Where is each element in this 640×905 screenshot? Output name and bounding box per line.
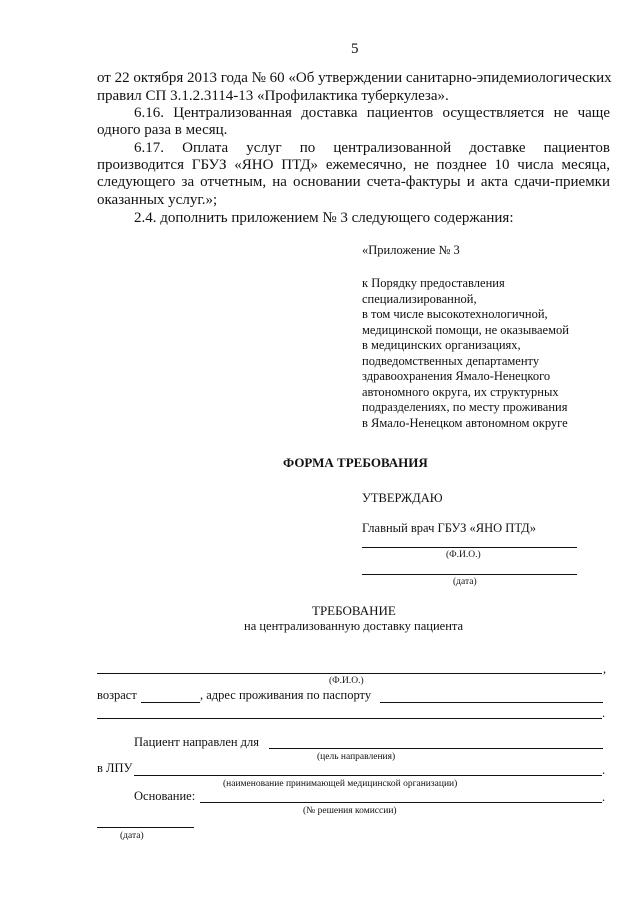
body-line-4: одного раза в месяц. — [97, 122, 228, 138]
body-line-1: от 22 октября 2013 года № 60 «Об утверждении санитарно-эпидемиологических — [97, 70, 612, 86]
approve-position: Главный врач ГБУЗ «ЯНО ПТД» — [362, 521, 536, 535]
appendix-line: подразделениях, по месту проживания — [362, 400, 568, 414]
body-line-8: оказанных услуг.»; — [97, 192, 218, 208]
body-line-6: производится ГБУЗ «ЯНО ПТД» ежемесячно, не позднее 10 числа месяца, — [97, 157, 610, 173]
appendix-line: подведомственных департаменту — [362, 353, 540, 368]
appendix-line: специализированной, — [362, 291, 477, 306]
appendix-line: в Ямало-Ненецком автономном округе — [362, 415, 568, 430]
purpose-input-line[interactable] — [269, 748, 603, 749]
patient-fio-comma: , — [603, 662, 607, 676]
body-line-5: 6.17. Оплата услуг по централизованной доставке пациентов — [134, 140, 610, 156]
decision-caption: (№ решения комиссии) — [303, 806, 397, 816]
approve-date-caption: (дата) — [453, 577, 477, 587]
request-title: ТРЕБОВАНИЕ — [312, 603, 396, 618]
appendix-line: к Порядку предоставления — [362, 276, 505, 290]
appendix-line: медицинской помощи, не оказываемой — [362, 322, 569, 337]
form-title: ФОРМА ТРЕБОВАНИЯ — [283, 455, 428, 470]
lpu-label: в ЛПУ — [97, 761, 133, 775]
address-label: , адрес проживания по паспорту — [200, 688, 372, 702]
date-input-line[interactable] — [97, 827, 194, 828]
request-subtitle: на централизованную доставку пациента — [244, 619, 464, 633]
directed-label: Пациент направлен для — [134, 735, 260, 749]
body-line-7: следующего за отчетным, на основании счета-фактуры и акта сдачи-приемки — [97, 174, 610, 190]
purpose-caption: (цель направления) — [317, 752, 396, 762]
lpu-input-line[interactable] — [134, 775, 602, 776]
appendix-line: автономного округа, их структурных — [362, 384, 559, 399]
approve-date-line — [362, 574, 577, 575]
appendix-title: «Приложение № 3 — [362, 243, 460, 257]
basis-label: Основание: — [134, 789, 196, 803]
appendix-line: в медицинских организациях, — [362, 338, 521, 352]
approve-label: УТВЕРЖДАЮ — [362, 491, 443, 505]
page-number: 5 — [351, 41, 359, 57]
body-line-9: 2.4. дополнить приложением № 3 следующего содержания: — [134, 210, 514, 226]
approve-fio-line — [362, 547, 577, 548]
org-caption: (наименование принимающей медицинской организации) — [223, 779, 458, 789]
age-input-line[interactable] — [141, 702, 200, 703]
lpu-period: . — [602, 763, 606, 777]
patient-fio-caption: (Ф.И.О.) — [329, 676, 364, 686]
date-caption: (дата) — [120, 831, 144, 841]
patient-fio-line — [97, 673, 602, 674]
basis-period: . — [602, 790, 606, 804]
address-input-line-2[interactable] — [97, 718, 602, 719]
appendix-block — [362, 276, 569, 431]
address-input-line[interactable] — [380, 702, 603, 703]
body-line-3: 6.16. Централизованная доставка пациентов осуществляется не чаще — [134, 105, 610, 121]
age-label: возраст — [97, 688, 137, 702]
body-line-2: правил СП 3.1.2.3114-13 «Профилактика туберкулеза». — [97, 88, 449, 104]
basis-input-line[interactable] — [200, 802, 602, 803]
appendix-line: здравоохранения Ямало-Ненецкого — [362, 369, 551, 383]
address-period: . — [602, 706, 606, 720]
approve-fio-caption: (Ф.И.О.) — [446, 550, 481, 560]
appendix-line: в том числе высокотехнологичной, — [362, 307, 548, 321]
